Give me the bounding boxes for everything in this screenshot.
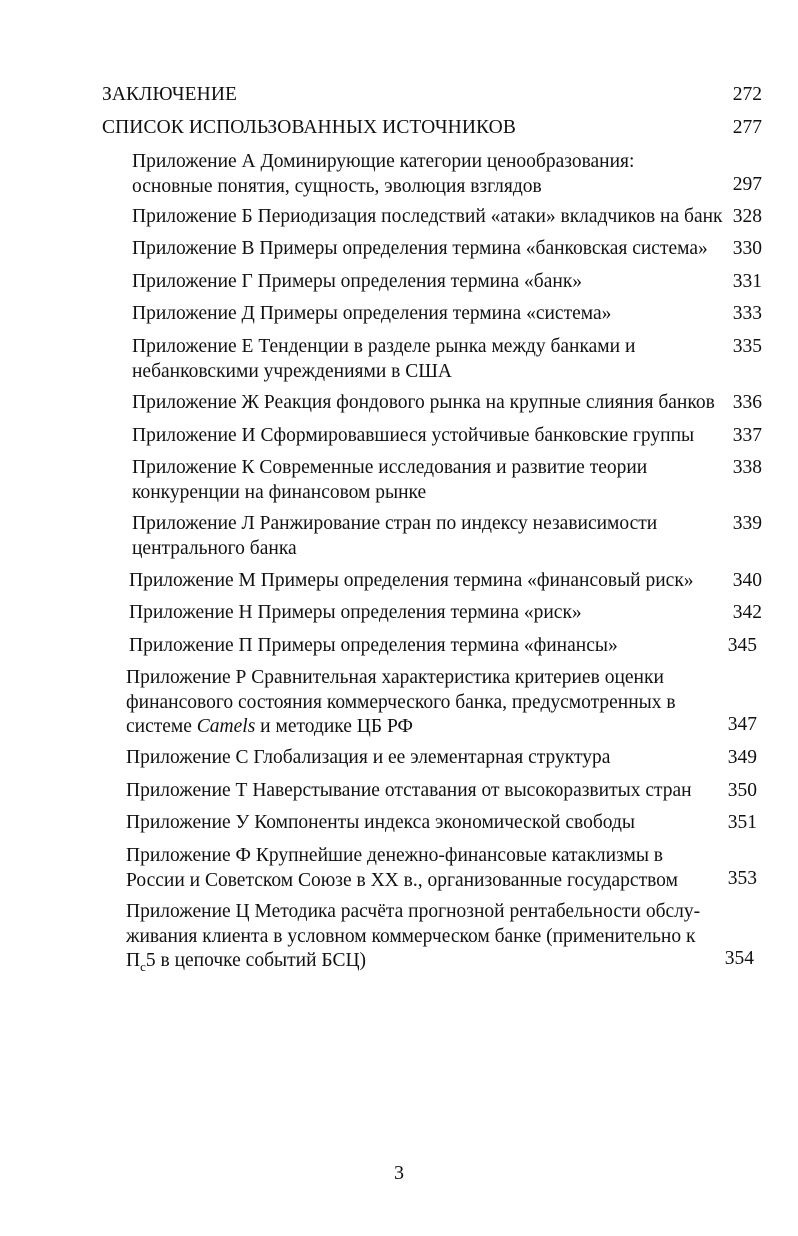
toc-entry-title [126, 900, 700, 979]
toc-line: Приложение Р Сравнительная характеристика критериев оценки [126, 667, 664, 688]
toc-line-part: 5 в цепочке событий БСЦ) [145, 950, 367, 971]
toc-entry-title [126, 779, 692, 804]
toc-page-number: 335 [732, 336, 762, 357]
toc-entry-title [129, 634, 618, 659]
toc-page-number: 339 [732, 513, 762, 534]
toc-page-number: 330 [732, 238, 762, 259]
toc-page-number: 345 [727, 635, 757, 656]
toc-page-number: 277 [732, 117, 762, 138]
toc-page-number: 351 [727, 812, 757, 833]
toc-entry-title [126, 844, 678, 893]
toc-entry-title [132, 205, 723, 230]
toc-page-number: 297 [732, 174, 762, 195]
toc-line-part: системе [126, 716, 197, 737]
toc-line: Приложение Д Примеры определения термина «система» [132, 303, 612, 324]
toc-line: Приложение А Доминирующие категории ценообразования: [132, 151, 635, 172]
toc-entry-title [129, 569, 694, 594]
toc-line: небанковскими учреждениями в США [132, 360, 452, 382]
toc-page-number: 350 [727, 780, 757, 801]
toc-entry-title [132, 237, 708, 262]
toc-line-part: П [126, 950, 141, 971]
toc-line: Приложение М Примеры определения термина «финансовый риск» [129, 570, 694, 591]
toc-page-number: 336 [732, 392, 762, 413]
toc-line: центрального банка [132, 537, 297, 559]
toc-line: Приложение У Компоненты индекса экономической свободы [126, 812, 635, 833]
toc-line: Приложение В Примеры определения термина «банковская система» [132, 238, 708, 259]
toc-line: Приложение К Современные исследования и развитие теории [132, 457, 648, 478]
toc-entry-title [102, 116, 516, 141]
toc-entry-title [126, 666, 676, 740]
toc-entry-title [126, 746, 610, 771]
toc-line: Приложение Б Периодизация последствий «атаки» вкладчиков на банк [132, 206, 723, 227]
toc-entry-title [132, 270, 582, 295]
toc-entry-title [129, 601, 582, 626]
toc-entry-title [132, 150, 634, 199]
toc-entry-title [102, 83, 237, 108]
toc-line: Приложение Л Ранжирование стран по индексу независимости [132, 513, 658, 534]
toc-line: Приложение Ж Реакция фондового рынка на крупные слияния банков [132, 392, 715, 413]
toc-line: России и Советском Союзе в XX в., организованные государством [126, 869, 678, 891]
toc-entry-title [132, 424, 694, 449]
toc-line [126, 715, 676, 740]
toc-entry-title [132, 456, 647, 505]
camels-term: Camels [196, 716, 256, 737]
toc-page-number: 353 [727, 868, 757, 889]
toc-page-number: 340 [732, 570, 762, 591]
toc-line: Приложение Ф Крупнейшие денежно-финансовые катаклизмы в [126, 845, 664, 866]
toc-line: СПИСОК ИСПОЛЬЗОВАННЫХ ИСТОЧНИКОВ [102, 117, 516, 138]
toc-line: финансового состояния коммерческого банка, предусмотренных в [126, 691, 676, 713]
toc-line: ЗАКЛЮЧЕНИЕ [102, 84, 238, 105]
toc-entry-title [126, 811, 635, 836]
toc-entry-title [132, 335, 635, 384]
toc-page-number: 272 [732, 84, 762, 105]
toc-page-number: 354 [724, 948, 754, 969]
toc-line: Приложение И Сформировавшиеся устойчивые банковские группы [132, 425, 695, 446]
toc-page-number: 328 [732, 206, 762, 227]
toc-page-number: 337 [732, 425, 762, 446]
toc-line: Приложение Н Примеры определения термина «риск» [129, 602, 582, 623]
toc-line: Приложение С Глобализация и ее элементарная структура [126, 747, 611, 768]
toc-entry-title [132, 391, 715, 416]
toc-line [126, 949, 700, 979]
toc-page-number: 331 [732, 271, 762, 292]
toc-line: Приложение Е Тенденции в разделе рынка между банками и [132, 336, 636, 357]
toc-page-number: 347 [727, 714, 757, 735]
toc-page-number: 333 [732, 303, 762, 324]
subscript: с [140, 958, 146, 974]
toc-line: живания клиента в условном коммерческом банке (применительно к [126, 925, 696, 947]
toc-line: Приложение Ц Методика расчёта прогнозной рентабельности обслу- [126, 901, 701, 922]
page-number-footer: 3 [394, 1162, 404, 1184]
toc-entry-title [132, 512, 657, 561]
toc-page-number: 338 [732, 457, 762, 478]
toc-line: Приложение Т Наверстывание отставания от высокоразвитых стран [126, 780, 692, 801]
toc-line: конкуренции на финансовом рынке [132, 481, 427, 503]
toc-entry-title [132, 302, 611, 327]
toc-page-number: 342 [732, 602, 762, 623]
toc-line: основные понятия, сущность, эволюция взглядов [132, 175, 542, 197]
toc-line: Приложение П Примеры определения термина «финансы» [129, 635, 618, 656]
toc-line-part: и методике ЦБ РФ [255, 716, 413, 737]
toc-line: Приложение Г Примеры определения термина «банк» [132, 271, 583, 292]
toc-page-number: 349 [727, 747, 757, 768]
